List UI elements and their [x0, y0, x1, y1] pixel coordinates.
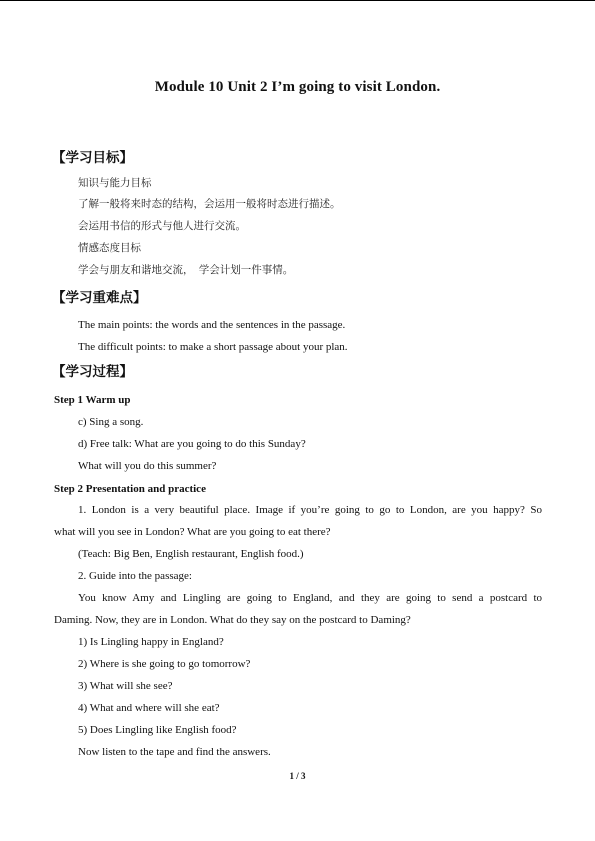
question-item: 5) Does Lingling like English food?: [78, 724, 237, 736]
section-heading-process: 【学习过程】: [52, 364, 133, 380]
step2-guide: 2. Guide into the passage:: [78, 570, 192, 582]
objective-line: 会运用书信的形式与他人进行交流。: [78, 220, 246, 232]
page-title: Module 10 Unit 2 I’m going to visit London.: [154, 79, 441, 95]
step2-paragraph2-line2: Daming. Now, they are in London. What do they say on the postcard to Daming?: [54, 614, 411, 626]
step1-line: What will you do this summer?: [78, 460, 217, 472]
top-rule: [0, 0, 595, 1]
objective-line: 了解一般将来时态的结构，会运用一般将时态进行描述。: [78, 198, 341, 210]
key-point-line: The difficult points: to make a short passage about your plan.: [78, 341, 348, 353]
page-number: 1 / 3: [289, 771, 306, 781]
step1-line: c) Sing a song.: [78, 416, 144, 428]
question-item: 3) What will she see?: [78, 680, 173, 692]
step1-title: Step 1 Warm up: [54, 394, 131, 406]
closing-instruction: Now listen to the tape and find the answers.: [78, 746, 271, 758]
step1-line: d) Free talk: What are you going to do this Sunday?: [78, 438, 306, 450]
key-point-line: The main points: the words and the sentences in the passage.: [78, 319, 346, 331]
step2-paragraph1-line1: 1. London is a very beautiful place. Image if you’re going to go to London, are you happy? So: [78, 504, 542, 516]
objective-line: 知识与能力目标: [78, 177, 152, 189]
question-item: 2) Where is she going to go tomorrow?: [78, 658, 251, 670]
step2-paragraph1-line2: what will you see in London? What are you going to eat there?: [54, 526, 331, 538]
step2-teach-note: (Teach: Big Ben, English restaurant, English food.): [78, 548, 304, 560]
step2-title: Step 2 Presentation and practice: [54, 483, 206, 495]
question-item: 4) What and where will she eat?: [78, 702, 220, 714]
objective-line: 学会与朋友和谐地交流， 学会计划一件事情。: [78, 264, 294, 276]
step2-paragraph2-line1: You know Amy and Lingling are going to England, and they are going to send a postcard to: [78, 592, 542, 604]
section-heading-objectives: 【学习目标】: [52, 150, 133, 166]
section-heading-key-points: 【学习重难点】: [52, 290, 147, 306]
objective-line: 情感态度目标: [78, 242, 141, 254]
question-item: 1) Is Lingling happy in England?: [78, 636, 224, 648]
